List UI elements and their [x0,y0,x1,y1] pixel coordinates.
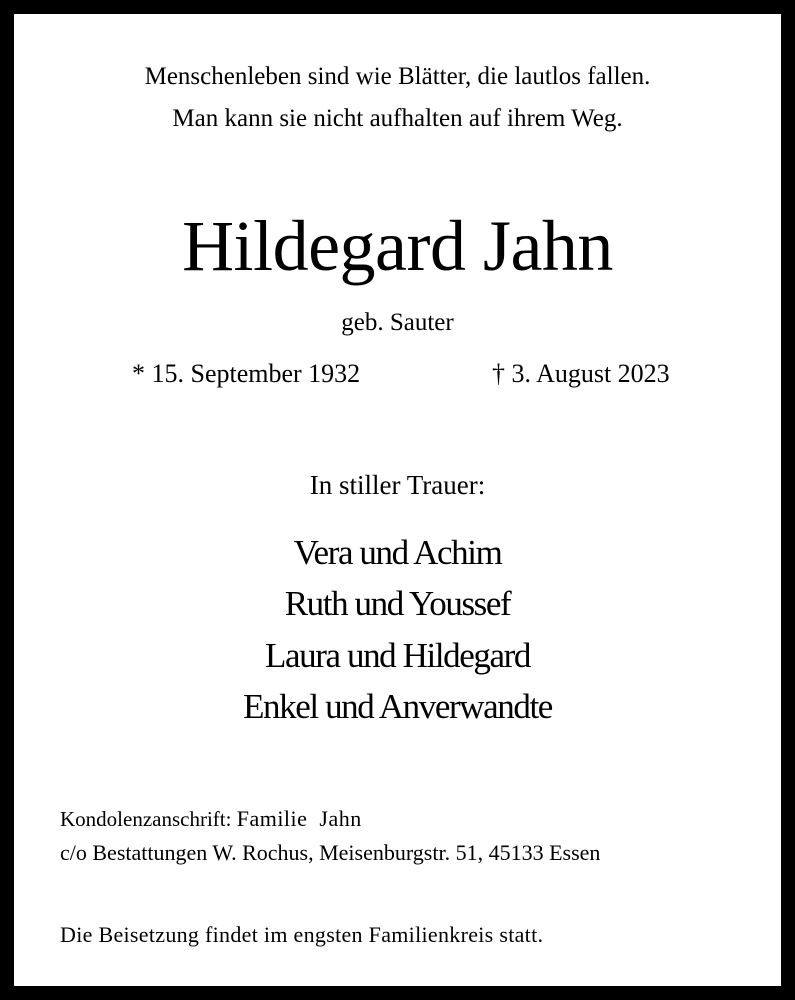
mourner-line: Vera und Achim [293,533,502,572]
condolence-address: c/o Bestattungen W. Rochus, Meisenburgstr. 51, 45133 Essen [60,840,601,865]
burial-notice: Die Beisetzung findet im engsten Familienkreis statt. [60,922,544,947]
maiden-name: geb. Sauter [341,309,454,336]
verse-line-2: Man kann sie nicht aufhalten auf ihrem Weg. [172,105,623,132]
condolence-recipient: Familie Jahn [236,806,362,831]
birth-date: * 15. September 1932 [132,359,361,388]
condolence-address-line [60,804,362,834]
death-date: † 3. August 2023 [492,359,670,388]
mourning-heading: In stiller Trauer: [309,470,486,500]
mourner-line: Laura und Hildegard [265,636,530,675]
mourner-line: Enkel und Anverwandte [243,687,552,726]
deceased-name: Hildegard Jahn [182,206,613,286]
verse-line-1: Menschenleben sind wie Blätter, die lautlos fallen. [144,63,651,90]
mourner-line: Ruth und Youssef [284,584,511,623]
condolence-label: Kondolenzanschrift: [60,807,232,831]
